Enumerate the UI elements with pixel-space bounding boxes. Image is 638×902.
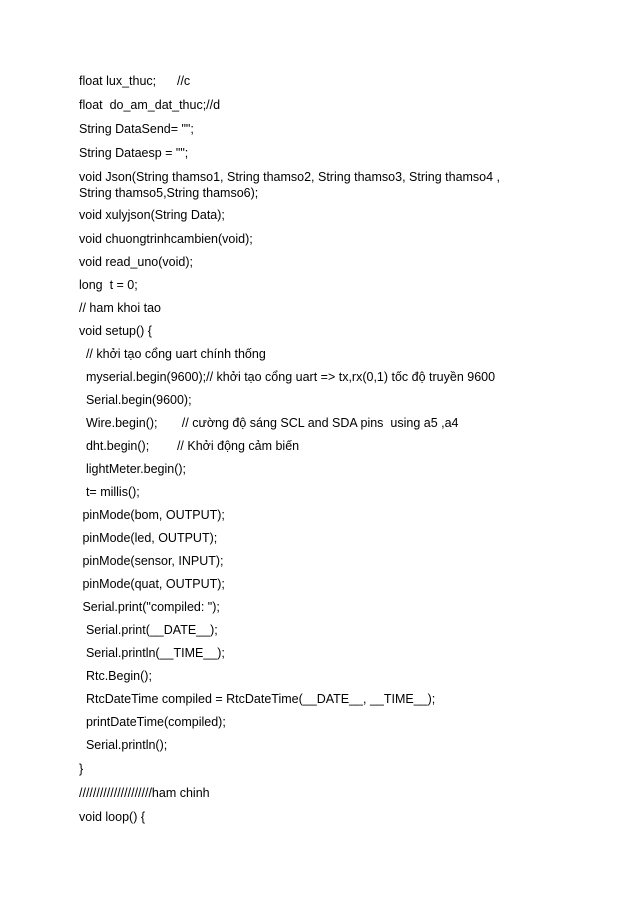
code-line: float lux_thuc; //c xyxy=(79,74,191,88)
code-line: void xulyjson(String Data); xyxy=(79,208,225,222)
code-line: pinMode(quat, OUTPUT); xyxy=(79,577,225,591)
code-line: printDateTime(compiled); xyxy=(79,715,226,729)
code-line: Serial.print("compiled: "); xyxy=(79,600,220,614)
code-line: Serial.println(); xyxy=(79,738,168,752)
code-line: void Json(String thamso1, String thamso2, String thamso3, String thamso4 , String thamso5,String thamso6); xyxy=(79,170,504,200)
code-line: Serial.begin(9600); xyxy=(79,393,192,407)
code-line: void loop() { xyxy=(79,810,146,824)
code-line: // ham khoi tao xyxy=(79,301,161,315)
code-line: pinMode(sensor, INPUT); xyxy=(79,554,224,568)
code-line: pinMode(bom, OUTPUT); xyxy=(79,508,225,522)
code-line: RtcDateTime compiled = RtcDateTime(__DATE__, __TIME__); xyxy=(79,692,436,706)
code-line: } xyxy=(79,762,84,776)
code-line: Serial.print(__DATE__); xyxy=(79,623,218,637)
code-line: myserial.begin(9600);// khởi tạo cổng uart => tx,rx(0,1) tốc độ truyền 9600 xyxy=(79,370,496,384)
code-line: float do_am_dat_thuc;//d xyxy=(79,98,221,112)
code-line: lightMeter.begin(); xyxy=(79,462,186,476)
code-line: pinMode(led, OUTPUT); xyxy=(79,531,218,545)
code-line: void chuongtrinhcambien(void); xyxy=(79,232,253,246)
code-line: dht.begin(); // Khởi động cảm biến xyxy=(79,439,300,453)
code-line: void setup() { xyxy=(79,324,152,338)
code-line: long t = 0; xyxy=(79,278,138,292)
code-line: String Dataesp = ""; xyxy=(79,146,189,160)
code-line: /////////////////////ham chinh xyxy=(79,786,210,800)
code-line: String DataSend= ""; xyxy=(79,122,194,136)
code-line: Serial.println(__TIME__); xyxy=(79,646,225,660)
code-line: void read_uno(void); xyxy=(79,255,193,269)
code-line: // khởi tạo cổng uart chính thống xyxy=(79,347,266,361)
code-line: Wire.begin(); // cường độ sáng SCL and SDA pins using a5 ,a4 xyxy=(79,416,459,430)
code-line: Rtc.Begin(); xyxy=(79,669,152,683)
code-line: t= millis(); xyxy=(79,485,140,499)
